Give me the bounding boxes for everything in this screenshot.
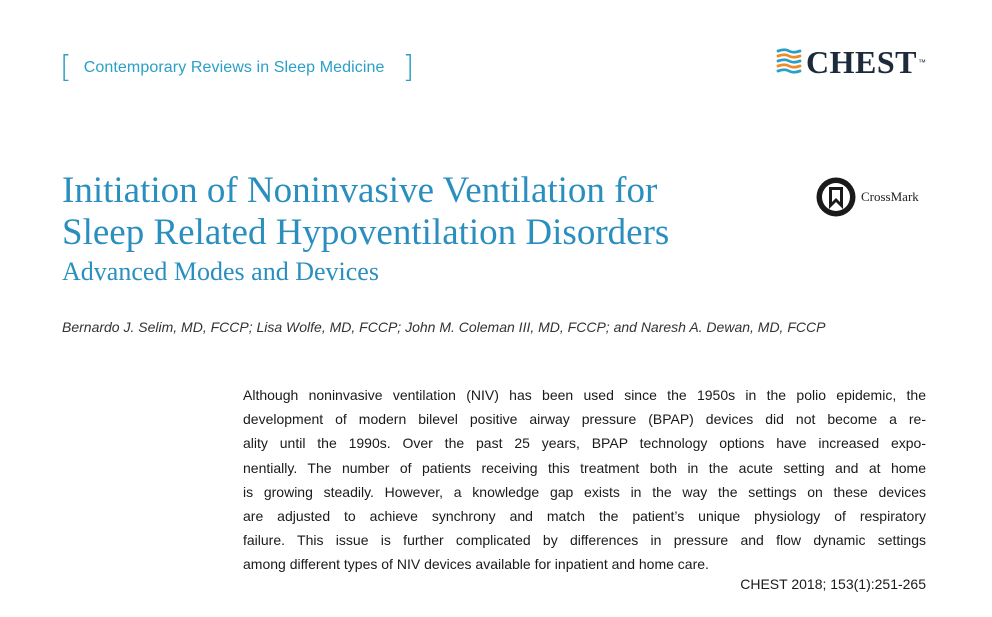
section-bracket-left: [ — [60, 50, 72, 85]
citation: CHEST 2018; 153(1):251-265 — [740, 576, 926, 592]
logo-stripe — [778, 55, 800, 58]
abstract-line: Although noninvasive ventilation (NIV) has been used since the 1950s in the polio epidemic, the — [243, 387, 926, 403]
title-line: Initiation of Noninvasive Ventilation for — [62, 170, 658, 211]
abstract-line: are adjusted to achieve synchrony and match the patient’s unique physiology of respiratory — [243, 508, 926, 525]
section-tag — [60, 52, 414, 84]
logo-stripe — [778, 70, 800, 73]
crossmark-icon — [815, 176, 857, 218]
crossmark-label: CrossMark — [861, 189, 919, 204]
section-bracket-right: ] — [402, 50, 415, 85]
abstract-line: is growing steadily. However, a knowledge gap exists in the way the settings on these devices — [243, 483, 926, 500]
logo-stripe — [778, 65, 800, 68]
chest-logo-icon — [776, 48, 802, 76]
abstract-line: nentially. The number of patients receiving this treatment both in the acute setting and at home — [243, 459, 926, 476]
logo-stripe — [778, 60, 800, 63]
abstract-line: development of modern bilevel positive airway pressure (BPAP) devices did not become a re- — [243, 411, 926, 428]
brand-name: CHEST — [806, 44, 917, 80]
crossmark-badge[interactable] — [815, 176, 919, 218]
article-title — [62, 170, 669, 254]
title-line: Sleep Related Hypoventilation Disorders — [62, 212, 670, 253]
author-list: Bernardo J. Selim, MD, FCCP; Lisa Wolfe, MD, FCCP; John M. Coleman III, MD, FCCP; and Naresh A. Dewan, MD, FCCP — [62, 319, 826, 335]
abstract-line: ality until the 1990s. Over the past 25 years, BPAP technology options have increased expo- — [243, 435, 926, 452]
brand-trademark: ™ — [917, 57, 926, 67]
abstract-line: failure. This issue is further complicated by differences in pressure and flow dynamic settings — [243, 532, 926, 549]
logo-stripe — [778, 50, 800, 53]
article-subtitle: Advanced Modes and Devices — [62, 257, 379, 286]
chest-logo — [776, 46, 926, 78]
abstract — [243, 383, 926, 577]
abstract-line: among different types of NIV devices available for inpatient and home care. — [243, 556, 709, 573]
section-label: Contemporary Reviews in Sleep Medicine — [83, 59, 385, 76]
